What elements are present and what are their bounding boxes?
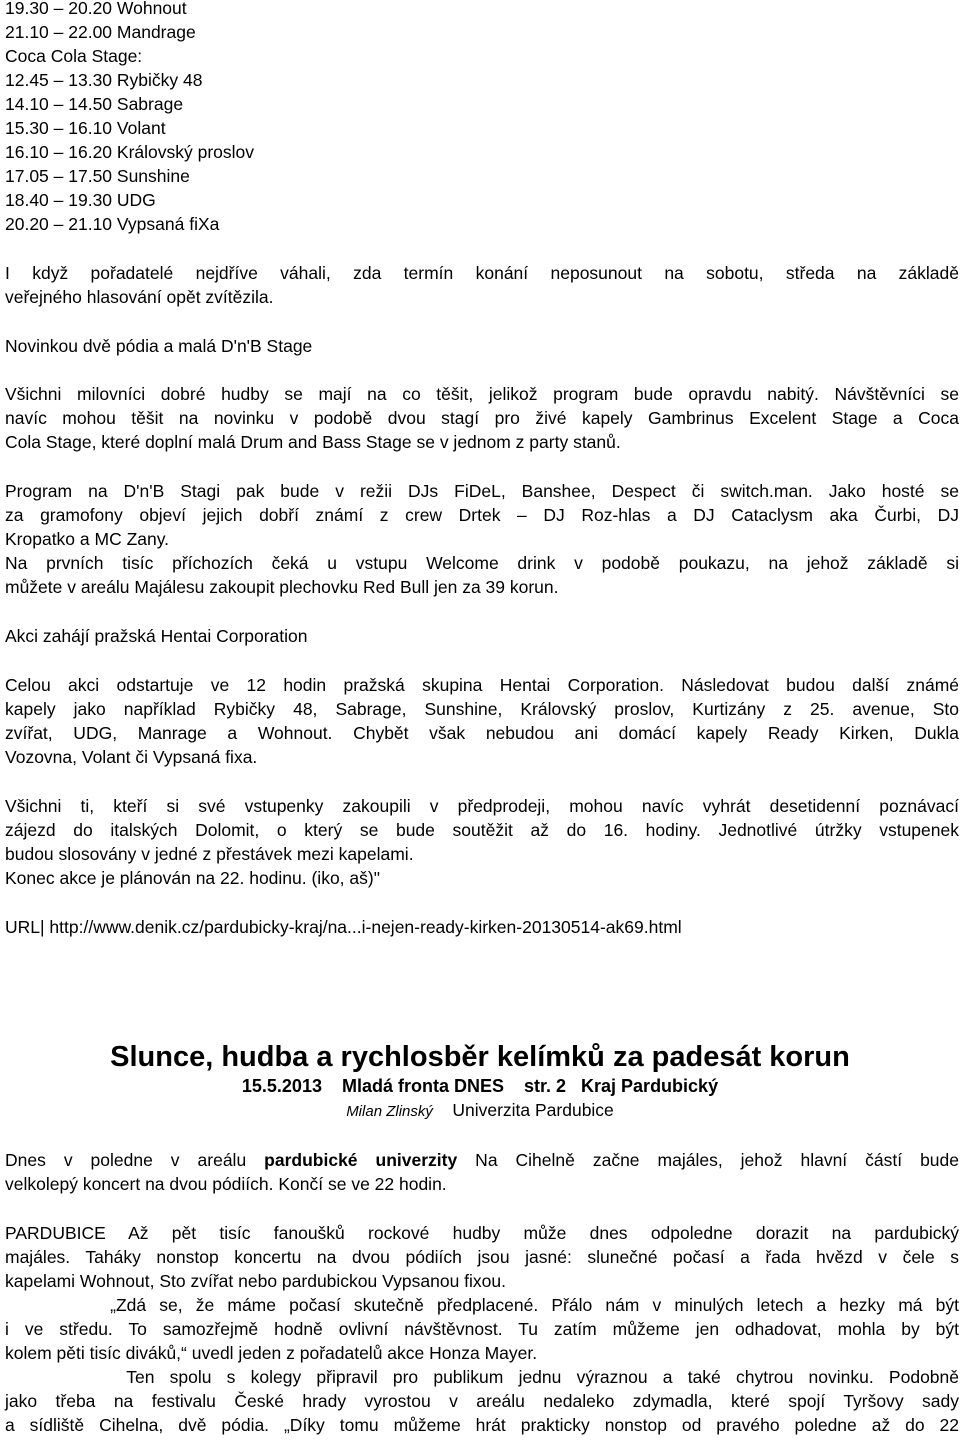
paragraph-line: budou slosovány v jedné z přestávek mezi kapelami. xyxy=(5,844,414,864)
section-subheading: Akci zahájí pražská Hentai Corporation xyxy=(5,626,308,646)
paragraph-line: Cola Stage, které doplní malá Drum and Bass Stage se v jednom z party stanů. xyxy=(5,432,621,452)
byline xyxy=(0,1100,960,1122)
section-subheading: Novinkou dvě pódia a malá D'n'B Stage xyxy=(5,336,313,356)
article-meta: 15.5.2013 Mladá fronta DNES str. 2 Kraj Pardubický xyxy=(241,1076,719,1096)
paragraph-line: Celou akci odstartuje ve 12 hodin pražská skupina Hentai Corporation. Následovat budou další známé xyxy=(5,675,959,695)
schedule-line: 21.10 – 22.00 Mandrage xyxy=(5,22,196,42)
schedule-line: 16.10 – 16.20 Královský proslov xyxy=(5,142,255,162)
paragraph-line: Všichni milovníci dobré hudby se mají na co těšit, jelikož program bude opravdu nabitý. Návštěvníci se xyxy=(5,384,959,404)
schedule-line: 19.30 – 20.20 Wohnout xyxy=(5,0,187,18)
paragraph-line: Kropatko a MC Zany. xyxy=(5,529,170,549)
paragraph-line: a sídliště Cihelna, dvě pódia. „Díky tomu můžeme hrát prakticky nonstop od pravého poledne až do 22 xyxy=(5,1415,959,1435)
paragraph-line: zvířat, UDG, Manrage a Wohnout. Chybět však nebudou ani domácí kapely Ready Kirken, Dukla xyxy=(5,723,959,743)
paragraph-line: I když pořadatelé nejdříve váhali, zda termín konání neposunout na sobotu, středa na základě xyxy=(5,263,959,283)
schedule-line: 20.20 – 21.10 Vypsaná fiXa xyxy=(5,214,220,234)
paragraph-line: Na prvních tisíc příchozích čeká u vstupu Welcome drink v podobě poukazu, na jehož základě si xyxy=(5,553,959,573)
paragraph-line: majáles. Taháky nonstop koncertu na dvou pódiích jsou jasné: slunečné počasí a řada hvězd v čele s xyxy=(5,1247,959,1267)
paragraph-line: Program na D'n'B Stagi pak bude v režii DJs FiDeL, Banshee, Despect či switch.man. Jako hosté se xyxy=(5,481,959,501)
paragraph-line: jako třeba na festivalu České hrady vyrostou v areálu nedaleko zdymadla, které spojí Tyršovy sady xyxy=(5,1391,959,1411)
paragraph-line: za gramofony objeví jejich dobří známí z crew Drtek – DJ Roz-hlas a DJ Cataclysm aka Čurbi, DJ xyxy=(5,505,959,525)
schedule-line: 17.05 – 17.50 Sunshine xyxy=(5,166,190,186)
source-url: URL| http://www.denik.cz/pardubicky-kraj/na...i-nejen-ready-kirken-20130514-ak69.html xyxy=(5,917,682,937)
schedule-line: 12.45 – 13.30 Rybičky 48 xyxy=(5,70,203,90)
article-title: Slunce, hudba a rychlosběr kelímků za padesát korun xyxy=(110,1041,850,1073)
paragraph-line: Ten spolu s kolegy připravil pro publikum jednu výraznou a také chytrou novinku. Podobně xyxy=(5,1367,959,1387)
schedule-stage-heading: Coca Cola Stage: xyxy=(5,46,143,66)
paragraph-line: zájezd do italských Dolomit, o který se bude soutěžit až do 16. hodiny. Jednotlivé útržky vstupenek xyxy=(5,820,959,840)
schedule-line: 14.10 – 14.50 Sabrage xyxy=(5,94,184,114)
paragraph-line: navíc mohou těšit na novinku v podobě dvou stagí pro živé kapely Gambrinus Excelent Stage a Coca xyxy=(5,408,959,428)
paragraph-line: Vozovna, Volant či Vypsaná fixa. xyxy=(5,747,258,767)
paragraph-line xyxy=(5,1150,959,1170)
paragraph-line: kolem pěti tisíc diváků,“ uvedl jeden z pořadatelů akce Honza Mayer. xyxy=(5,1343,538,1363)
paragraph-line: veřejného hlasování opět zvítězila. xyxy=(5,287,274,307)
paragraph-line: Konec akce je plánován na 22. hodinu. (iko, aš)" xyxy=(5,868,380,888)
paragraph-line: PARDUBICE Až pět tisíc fanoušků rockové hudby může dnes odpoledne dorazit na pardubický xyxy=(5,1223,959,1243)
schedule-line: 15.30 – 16.10 Volant xyxy=(5,118,166,138)
paragraph-line: velkolepý koncert na dvou pódiích. Končí se ve 22 hodin. xyxy=(5,1174,447,1194)
paragraph-line: kapelami Wohnout, Sto zvířat nebo pardubickou Vypsanou fixou. xyxy=(5,1271,506,1291)
schedule-line: 18.40 – 19.30 UDG xyxy=(5,190,156,210)
text-fragment-bold: pardubické univerzity xyxy=(264,1150,458,1170)
text-fragment: Dnes v poledne v areálu xyxy=(5,1150,265,1170)
paragraph-line: kapely jako například Rybičky 48, Sabrage, Sunshine, Královský proslov, Kurtizány z 25. avenue, Sto xyxy=(5,699,959,719)
institution: Univerzita Pardubice xyxy=(452,1100,614,1120)
paragraph-line: můžete v areálu Majálesu zakoupit plechovku Red Bull jen za 39 korun. xyxy=(5,577,559,597)
paragraph-line: „Zdá se, že máme počasí skutečně předplacené. Přálo nám v minulých letech a hezky má být xyxy=(5,1295,959,1315)
paragraph-line: i ve středu. To samozřejmě hodně ovlivní návštěvnost. Tu zatím můžeme jen odhadovat, mohla by být xyxy=(5,1319,959,1339)
author: Milan Zlinský xyxy=(346,1103,433,1120)
text-fragment: Na Cihelně začne majáles, jehož hlavní částí bude xyxy=(457,1150,959,1170)
paragraph-line: Všichni ti, kteří si své vstupenky zakoupili v předprodeji, mohou navíc vyhrát desetidenní poznávací xyxy=(5,796,959,816)
